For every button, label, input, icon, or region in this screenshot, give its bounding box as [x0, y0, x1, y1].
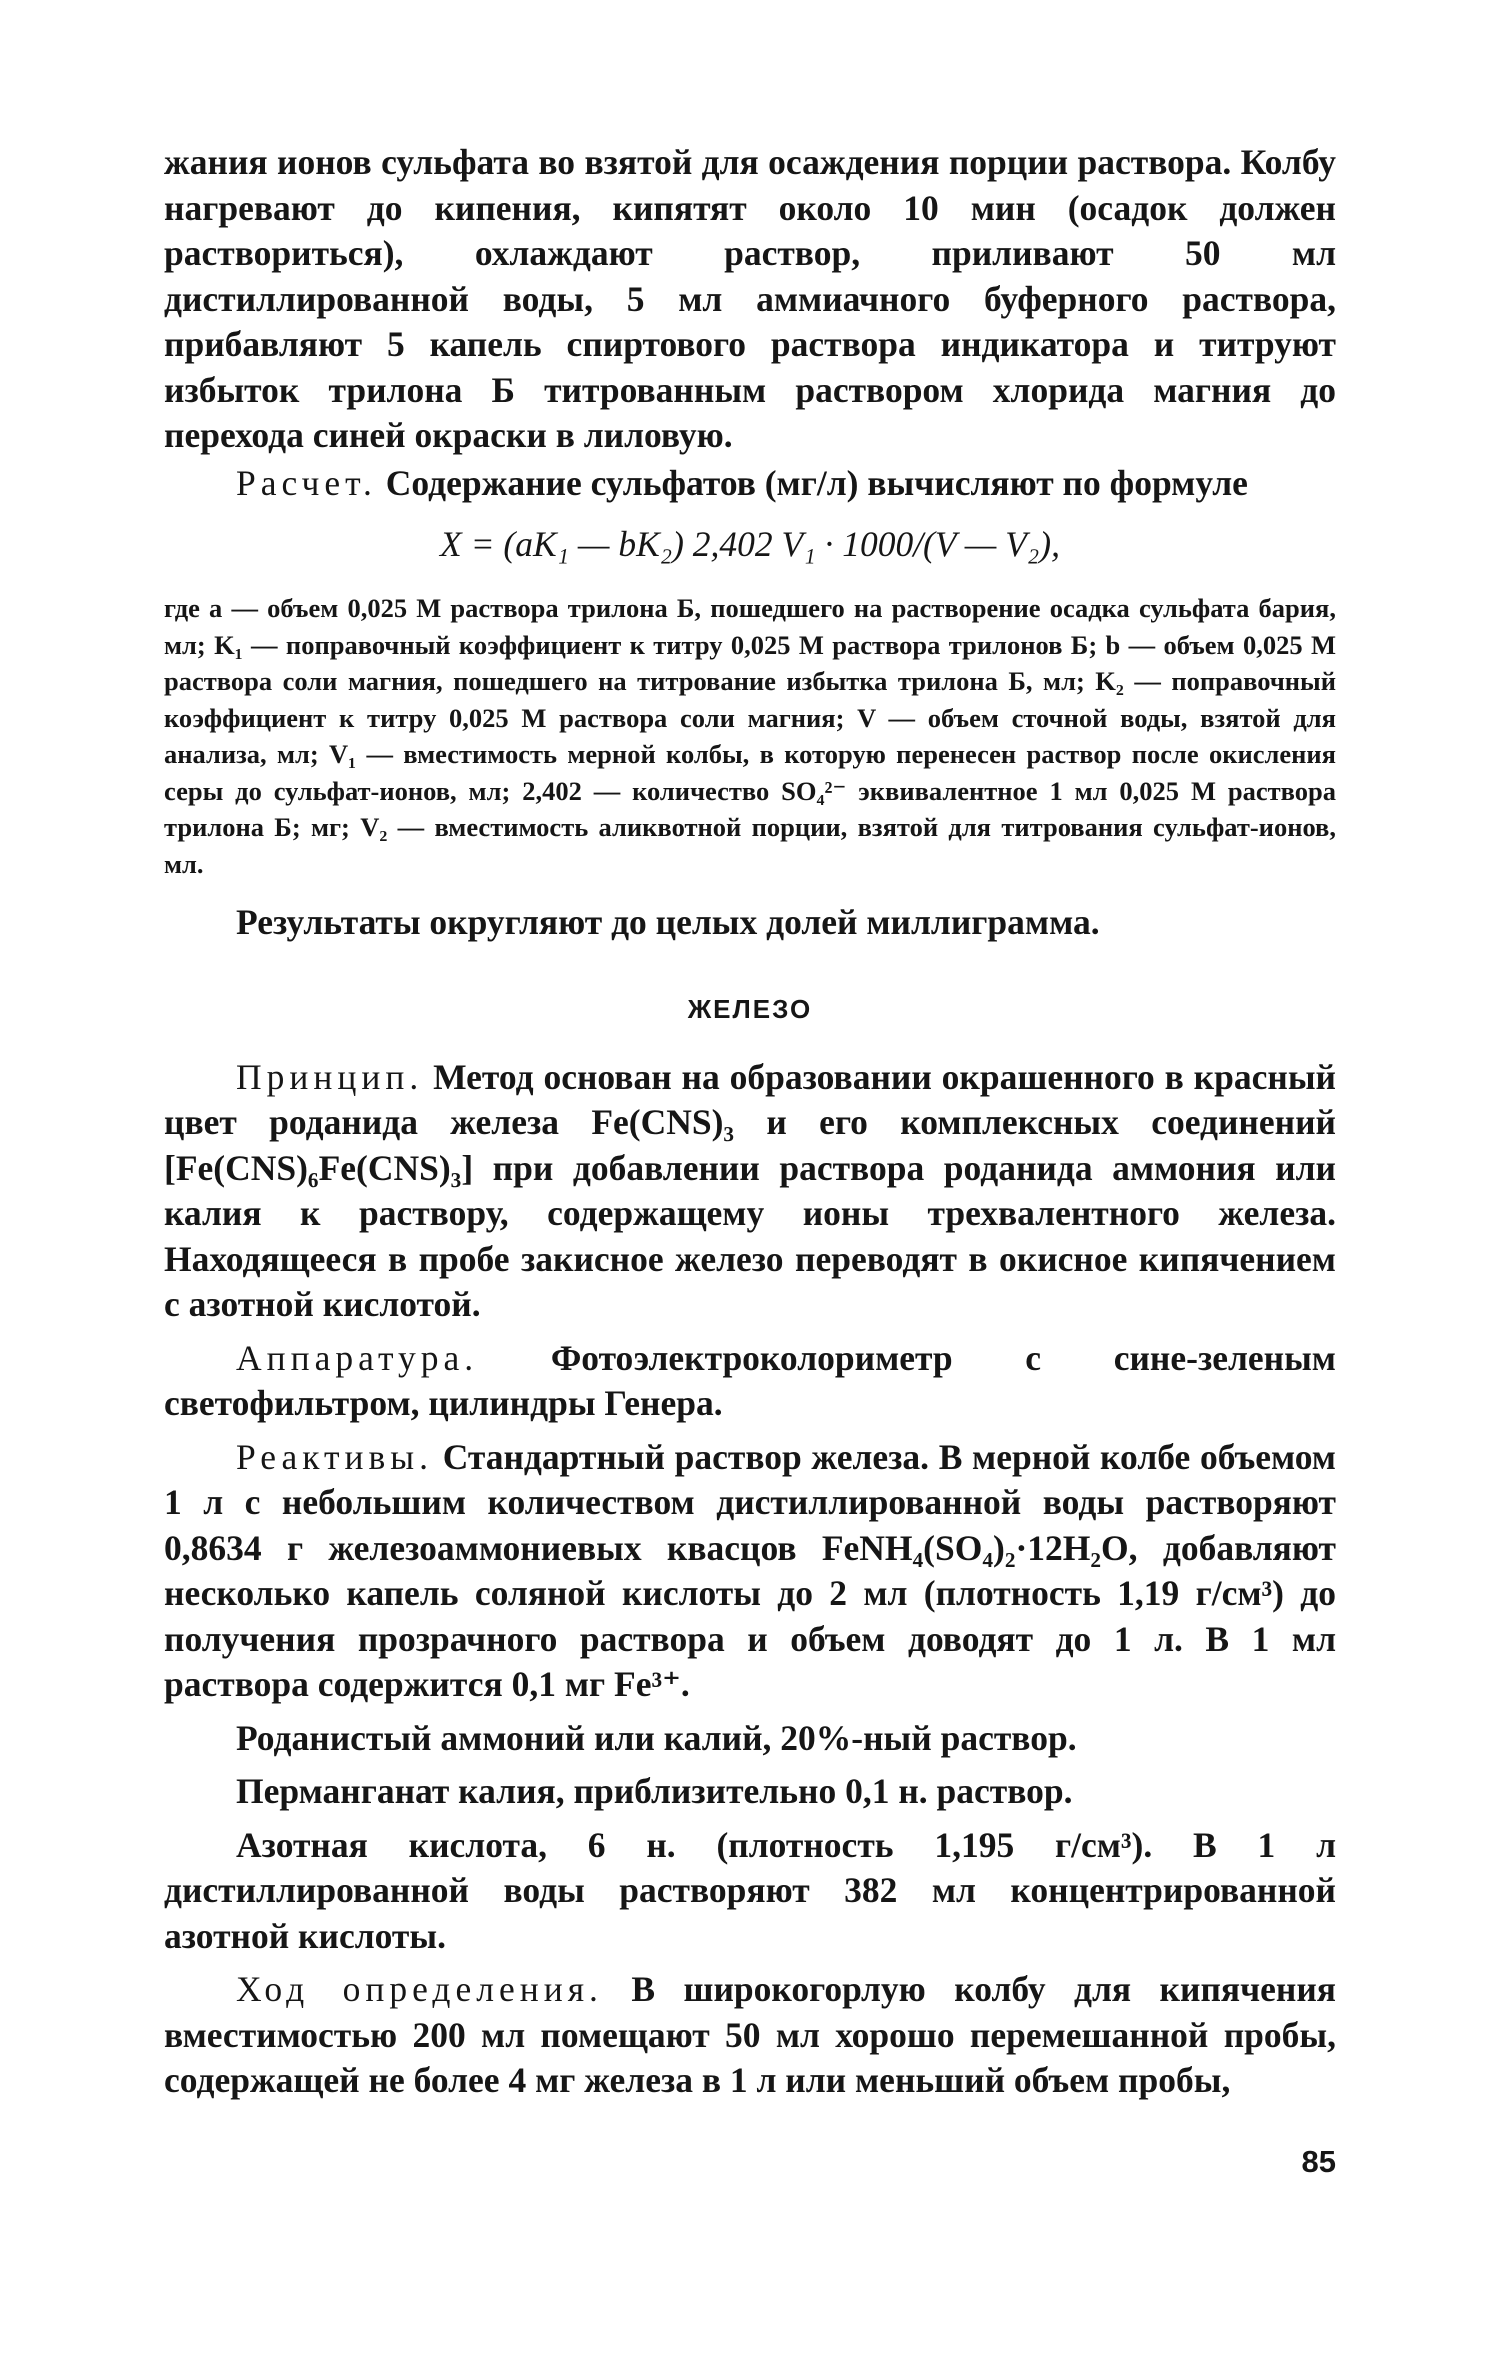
- paragraph-reagent-nitric-acid: Азотная кислота, 6 н. (плотность 1,195 г/см³). В 1 л дистиллированной воды растворяют 382 мл концентрированной азотной кислоты.: [164, 1824, 1336, 1956]
- paragraph-result: Результаты округляют до целых долей миллиграмма.: [236, 902, 1100, 942]
- paragraph-principle: [164, 1055, 1336, 1328]
- paragraph-reagents: [164, 1435, 1336, 1708]
- formula-legend: где a — объем 0,025 М раствора трилона Б, пошедшего на растворение осадка сульфата бария, мл; K₁ — поправочный коэффициент к титру 0,025 М раствора трилонов Б; b — объем 0,025 М раствора соли магния, пошедшего на титрование избытка трилона Б, мл; K₂ — поправочный коэффициент к титру 0,025 М раствора соли магния; V — объем сточной воды, взятой для анализа, мл; V₁ — вместимость мерной колбы, в которую перенесен раствор после окисления серы до сульфат-ионов, мл; 2,402 — количество SO₄²⁻ эквивалентное 1 мл 0,025 М раствора трилона Б; мг; V₂ — вместимость аликвотной порции, взятой для титрования сульфат-ионов, мл.: [164, 593, 1336, 879]
- paragraph-reagent-permanganate: Перманганат калия, приблизительно 0,1 н. раствор.: [236, 1771, 1073, 1811]
- formula: X = (aK₁ — bK₂) 2,402 V₁ · 1000/(V — V₂),: [440, 524, 1060, 564]
- paragraph-continuation: жания ионов сульфата во взятой для осаждения порции раствора. Колбу нагревают до кипения, кипятят около 10 мин (осадок должен раствориться), охлаждают раствор, приливают 50 мл дистиллированной воды, 5 мл аммиачного буферного раствора, прибавляют 5 капель спиртового раствора индикатора и титруют избыток трилона Б титрованным раствором хлорида магния до перехода синей окраски в лиловую.: [164, 142, 1336, 455]
- page-number: 85: [1301, 2144, 1336, 2179]
- procedure-label: Ход определения.: [236, 1969, 603, 2009]
- calculation-text: Содержание сульфатов (мг/л) вычисляют по формуле: [376, 462, 1248, 503]
- procedure-text: В широкогорлую колбу для кипячения вместимостью 200 мл помещают 50 мл хорошо перемешанной пробы, содержащей не более 4 мг железа в 1 л или меньший объем пробы,: [164, 1969, 1336, 2100]
- reagents-text: Стандартный раствор железа. В мерной колбе объемом 1 л с небольшим количеством дистиллированной воды растворяют 0,8634 г железоаммониевых квасцов FeNH₄(SO₄)₂·12H₂O, добавляют несколько капель соляной кислоты до 2 мл (плотность 1,19 г/см³) до получения прозрачного раствора и объем доводят до 1 л. В 1 мл раствора содержится 0,1 мг Fe³⁺.: [164, 1436, 1336, 1704]
- calculation-label: Расчет.: [236, 462, 377, 503]
- principle-label: Принцип.: [236, 1056, 424, 1097]
- section-heading: ЖЕЛЕЗО: [687, 993, 813, 1024]
- paragraph-apparatus: [164, 1336, 1336, 1427]
- paragraph-calculation: [164, 461, 1336, 507]
- page-body: [164, 140, 1336, 2104]
- apparatus-label: Аппаратура.: [236, 1337, 479, 1378]
- paragraph-reagent-thiocyanate: Роданистый аммоний или калий, 20%-ный раствор.: [236, 1717, 1077, 1758]
- apparatus-text: Фотоэлектроколориметр с сине-зеленым светофильтром, цилиндры Генера.: [164, 1337, 1336, 1423]
- principle-text: Метод основан на образовании окрашенного в красный цвет роданида железа Fe(CNS)₃ и его комплексных соединений [Fe(CNS)₆Fe(CNS)₃] при добавлении раствора роданида аммония или калия к раствору, содержащему ионы трехвалентного железа. Находящееся в пробе закисное железо переводят в окисное кипячением с азотной кислотой.: [164, 1056, 1336, 1324]
- reagents-label: Реактивы.: [236, 1436, 434, 1477]
- paragraph-procedure: [164, 1967, 1336, 2104]
